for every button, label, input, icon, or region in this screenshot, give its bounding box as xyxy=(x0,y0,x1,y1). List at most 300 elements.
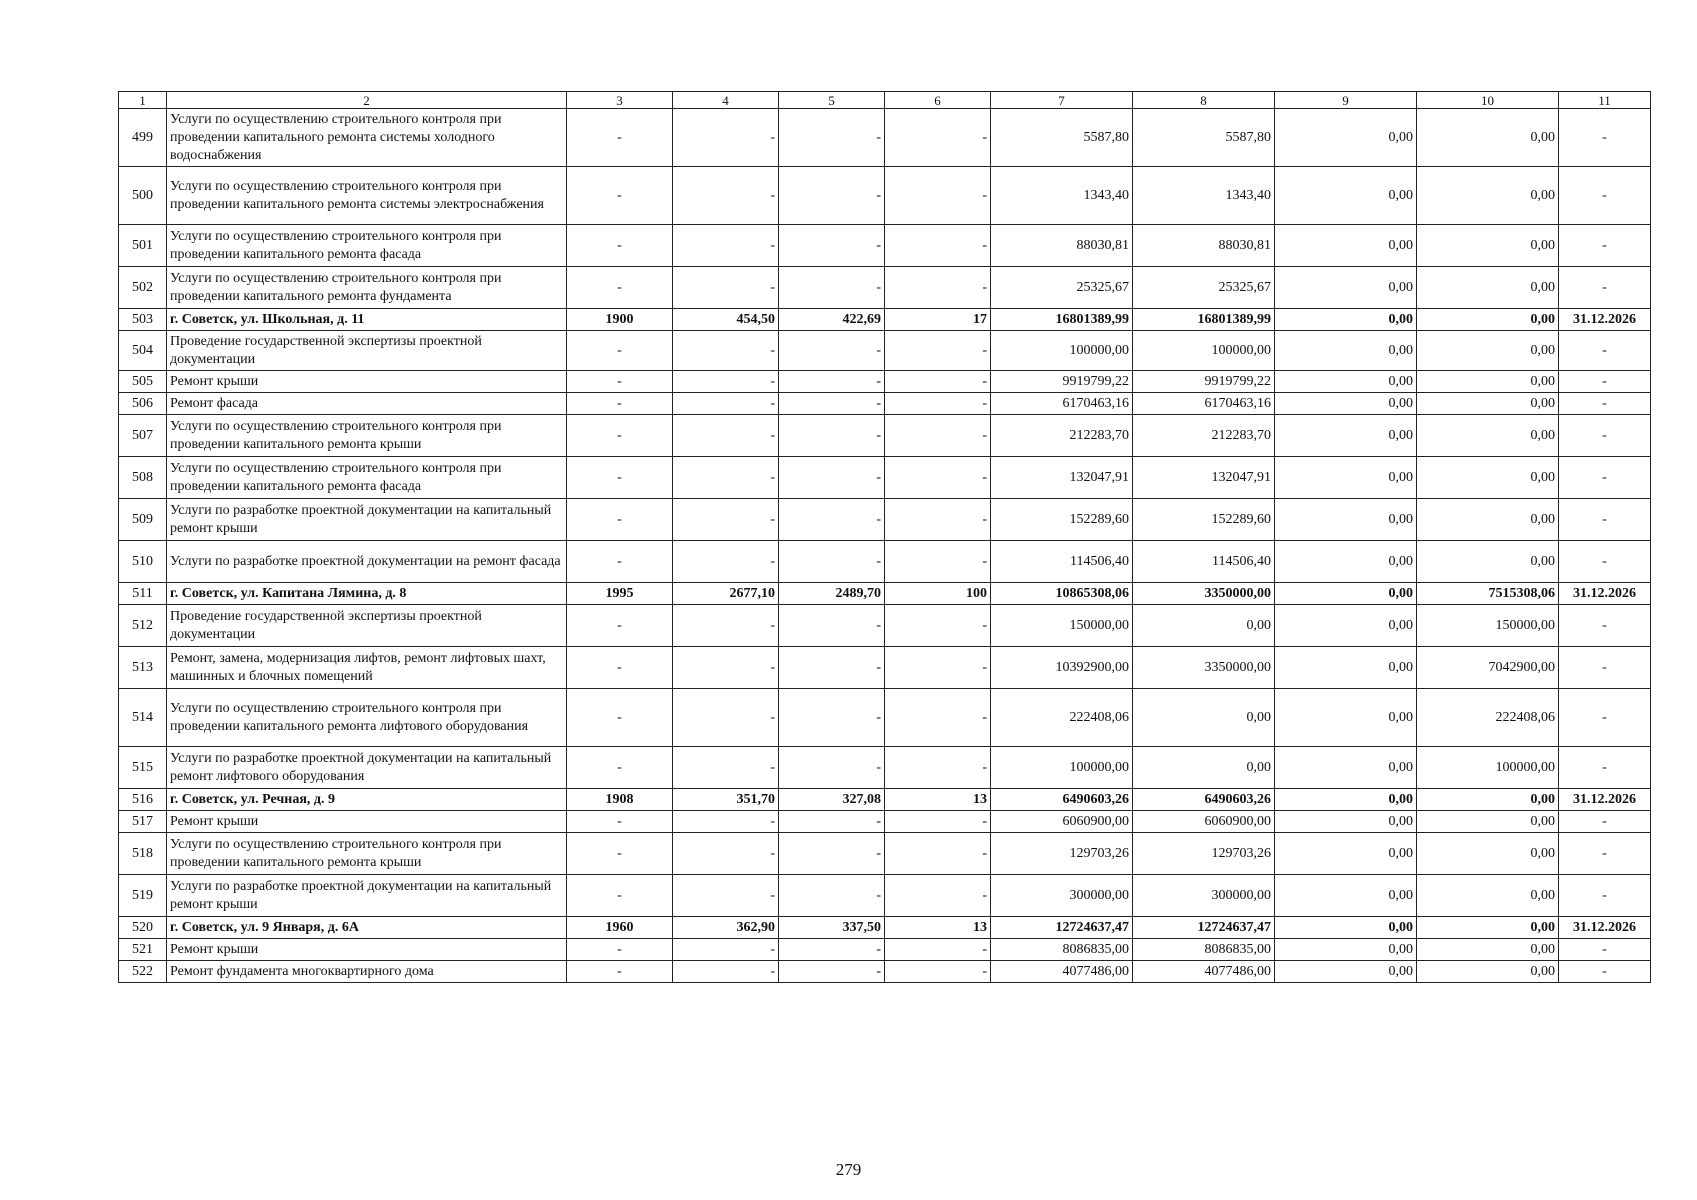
total-cost-cell: 12724637,47 xyxy=(991,917,1133,939)
total-area-cell: - xyxy=(673,939,779,961)
year-built-cell: - xyxy=(567,371,673,393)
total-cost-cell: 9919799,22 xyxy=(991,371,1133,393)
cost-column-10-cell: 0,00 xyxy=(1417,939,1559,961)
residents-count-cell: 17 xyxy=(885,309,991,331)
cost-column-9-cell: 0,00 xyxy=(1275,689,1417,747)
completion-date-cell: - xyxy=(1559,109,1651,167)
cost-column-8-cell: 9919799,22 xyxy=(1133,371,1275,393)
cost-column-10-cell: 7515308,06 xyxy=(1417,583,1559,605)
cost-column-10-cell: 0,00 xyxy=(1417,309,1559,331)
work-item-row xyxy=(119,499,1651,541)
row-name-cell: Услуги по осуществлению строительного контроля при проведении капитального ремонта системы холодного водоснабжения xyxy=(167,109,567,167)
year-built-cell: - xyxy=(567,225,673,267)
cost-column-9-cell: 0,00 xyxy=(1275,225,1417,267)
row-number-cell: 521 xyxy=(119,939,167,961)
living-area-cell: - xyxy=(779,939,885,961)
completion-date-cell: - xyxy=(1559,961,1651,983)
living-area-cell: 2489,70 xyxy=(779,583,885,605)
work-item-row xyxy=(119,331,1651,371)
year-built-cell: - xyxy=(567,747,673,789)
work-item-row xyxy=(119,833,1651,875)
living-area-cell: 337,50 xyxy=(779,917,885,939)
completion-date-cell: - xyxy=(1559,939,1651,961)
row-number-cell: 512 xyxy=(119,605,167,647)
completion-date-cell: - xyxy=(1559,689,1651,747)
row-number-cell: 501 xyxy=(119,225,167,267)
cost-column-9-cell: 0,00 xyxy=(1275,939,1417,961)
column-header: 10 xyxy=(1417,92,1559,109)
year-built-cell: - xyxy=(567,961,673,983)
year-built-cell: - xyxy=(567,833,673,875)
cost-column-10-cell: 150000,00 xyxy=(1417,605,1559,647)
residents-count-cell: - xyxy=(885,875,991,917)
column-header: 11 xyxy=(1559,92,1651,109)
row-number-cell: 507 xyxy=(119,415,167,457)
cost-column-10-cell: 0,00 xyxy=(1417,541,1559,583)
living-area-cell: - xyxy=(779,875,885,917)
cost-column-10-cell: 0,00 xyxy=(1417,811,1559,833)
work-item-row xyxy=(119,605,1651,647)
total-area-cell: - xyxy=(673,415,779,457)
total-cost-cell: 300000,00 xyxy=(991,875,1133,917)
total-cost-cell: 8086835,00 xyxy=(991,939,1133,961)
total-area-cell: 362,90 xyxy=(673,917,779,939)
work-item-row xyxy=(119,267,1651,309)
row-name-cell: г. Советск, ул. Речная, д. 9 xyxy=(167,789,567,811)
column-header: 8 xyxy=(1133,92,1275,109)
completion-date-cell: - xyxy=(1559,605,1651,647)
cost-column-10-cell: 0,00 xyxy=(1417,789,1559,811)
residents-count-cell: - xyxy=(885,457,991,499)
row-name-cell: Проведение государственной экспертизы проектной документации xyxy=(167,605,567,647)
residents-count-cell: - xyxy=(885,267,991,309)
total-area-cell: - xyxy=(673,811,779,833)
cost-column-8-cell: 114506,40 xyxy=(1133,541,1275,583)
residents-count-cell: 13 xyxy=(885,789,991,811)
work-item-row xyxy=(119,647,1651,689)
total-area-cell: - xyxy=(673,371,779,393)
total-cost-cell: 16801389,99 xyxy=(991,309,1133,331)
living-area-cell: - xyxy=(779,647,885,689)
total-cost-cell: 6060900,00 xyxy=(991,811,1133,833)
row-number-cell: 504 xyxy=(119,331,167,371)
total-cost-cell: 25325,67 xyxy=(991,267,1133,309)
completion-date-cell: - xyxy=(1559,747,1651,789)
cost-column-8-cell: 0,00 xyxy=(1133,605,1275,647)
column-header: 6 xyxy=(885,92,991,109)
year-built-cell: - xyxy=(567,811,673,833)
total-cost-cell: 114506,40 xyxy=(991,541,1133,583)
cost-column-9-cell: 0,00 xyxy=(1275,647,1417,689)
work-item-row xyxy=(119,939,1651,961)
cost-column-8-cell: 300000,00 xyxy=(1133,875,1275,917)
row-number-cell: 513 xyxy=(119,647,167,689)
living-area-cell: - xyxy=(779,393,885,415)
row-number-cell: 506 xyxy=(119,393,167,415)
cost-column-9-cell: 0,00 xyxy=(1275,167,1417,225)
work-item-row xyxy=(119,225,1651,267)
cost-column-8-cell: 1343,40 xyxy=(1133,167,1275,225)
row-number-cell: 520 xyxy=(119,917,167,939)
work-item-row xyxy=(119,109,1651,167)
total-cost-cell: 150000,00 xyxy=(991,605,1133,647)
total-area-cell: - xyxy=(673,961,779,983)
residents-count-cell: - xyxy=(885,605,991,647)
completion-date-cell: - xyxy=(1559,811,1651,833)
cost-column-9-cell: 0,00 xyxy=(1275,833,1417,875)
cost-column-9-cell: 0,00 xyxy=(1275,331,1417,371)
cost-column-8-cell: 152289,60 xyxy=(1133,499,1275,541)
cost-column-10-cell: 100000,00 xyxy=(1417,747,1559,789)
total-area-cell: - xyxy=(673,605,779,647)
total-cost-cell: 1343,40 xyxy=(991,167,1133,225)
total-area-cell: - xyxy=(673,499,779,541)
work-item-row xyxy=(119,541,1651,583)
row-name-cell: Услуги по осуществлению строительного контроля при проведении капитального ремонта крыши xyxy=(167,415,567,457)
row-number-cell: 503 xyxy=(119,309,167,331)
cost-column-9-cell: 0,00 xyxy=(1275,917,1417,939)
cost-column-9-cell: 0,00 xyxy=(1275,499,1417,541)
total-area-cell: - xyxy=(673,225,779,267)
row-name-cell: Ремонт крыши xyxy=(167,371,567,393)
row-name-cell: г. Советск, ул. Капитана Лямина, д. 8 xyxy=(167,583,567,605)
residents-count-cell: - xyxy=(885,415,991,457)
total-area-cell: - xyxy=(673,393,779,415)
building-row xyxy=(119,917,1651,939)
work-item-row xyxy=(119,747,1651,789)
row-number-cell: 500 xyxy=(119,167,167,225)
year-built-cell: - xyxy=(567,939,673,961)
total-area-cell: 454,50 xyxy=(673,309,779,331)
cost-column-8-cell: 25325,67 xyxy=(1133,267,1275,309)
residents-count-cell: - xyxy=(885,393,991,415)
cost-column-8-cell: 16801389,99 xyxy=(1133,309,1275,331)
living-area-cell: - xyxy=(779,811,885,833)
cost-column-9-cell: 0,00 xyxy=(1275,747,1417,789)
row-name-cell: Услуги по осуществлению строительного контроля при проведении капитального ремонта фасада xyxy=(167,225,567,267)
residents-count-cell: 13 xyxy=(885,917,991,939)
living-area-cell: - xyxy=(779,371,885,393)
row-number-cell: 505 xyxy=(119,371,167,393)
cost-column-9-cell: 0,00 xyxy=(1275,415,1417,457)
row-name-cell: Услуги по осуществлению строительного контроля при проведении капитального ремонта лифтового оборудования xyxy=(167,689,567,747)
total-area-cell: - xyxy=(673,747,779,789)
living-area-cell: - xyxy=(779,833,885,875)
cost-column-8-cell: 4077486,00 xyxy=(1133,961,1275,983)
cost-column-8-cell: 0,00 xyxy=(1133,747,1275,789)
living-area-cell: - xyxy=(779,605,885,647)
cost-column-10-cell: 0,00 xyxy=(1417,833,1559,875)
total-area-cell: - xyxy=(673,541,779,583)
cost-column-10-cell: 0,00 xyxy=(1417,267,1559,309)
completion-date-cell: - xyxy=(1559,393,1651,415)
total-cost-cell: 212283,70 xyxy=(991,415,1133,457)
row-name-cell: Услуги по осуществлению строительного контроля при проведении капитального ремонта фундамента xyxy=(167,267,567,309)
cost-column-9-cell: 0,00 xyxy=(1275,605,1417,647)
living-area-cell: - xyxy=(779,267,885,309)
total-area-cell: - xyxy=(673,647,779,689)
year-built-cell: - xyxy=(567,393,673,415)
cost-column-9-cell: 0,00 xyxy=(1275,789,1417,811)
living-area-cell: - xyxy=(779,689,885,747)
residents-count-cell: - xyxy=(885,647,991,689)
total-area-cell: - xyxy=(673,331,779,371)
building-row xyxy=(119,583,1651,605)
cost-column-8-cell: 5587,80 xyxy=(1133,109,1275,167)
row-number-cell: 518 xyxy=(119,833,167,875)
cost-column-9-cell: 0,00 xyxy=(1275,109,1417,167)
column-header: 4 xyxy=(673,92,779,109)
cost-column-10-cell: 0,00 xyxy=(1417,875,1559,917)
row-name-cell: Услуги по разработке проектной документации на ремонт фасада xyxy=(167,541,567,583)
work-item-row xyxy=(119,371,1651,393)
row-name-cell: Услуги по разработке проектной документации на капитальный ремонт лифтового оборудования xyxy=(167,747,567,789)
completion-date-cell: - xyxy=(1559,371,1651,393)
row-name-cell: Ремонт крыши xyxy=(167,939,567,961)
row-name-cell: г. Советск, ул. 9 Января, д. 6А xyxy=(167,917,567,939)
row-number-cell: 516 xyxy=(119,789,167,811)
cost-column-8-cell: 3350000,00 xyxy=(1133,647,1275,689)
total-area-cell: - xyxy=(673,167,779,225)
residents-count-cell: - xyxy=(885,109,991,167)
cost-column-9-cell: 0,00 xyxy=(1275,457,1417,499)
row-number-cell: 502 xyxy=(119,267,167,309)
work-item-row xyxy=(119,875,1651,917)
total-cost-cell: 10865308,06 xyxy=(991,583,1133,605)
residents-count-cell: - xyxy=(885,331,991,371)
year-built-cell: - xyxy=(567,267,673,309)
year-built-cell: - xyxy=(567,689,673,747)
work-item-row xyxy=(119,689,1651,747)
total-area-cell: - xyxy=(673,457,779,499)
living-area-cell: - xyxy=(779,541,885,583)
cost-column-9-cell: 0,00 xyxy=(1275,393,1417,415)
row-number-cell: 522 xyxy=(119,961,167,983)
cost-column-9-cell: 0,00 xyxy=(1275,541,1417,583)
total-cost-cell: 88030,81 xyxy=(991,225,1133,267)
completion-date-cell: - xyxy=(1559,833,1651,875)
completion-date-cell: 31.12.2026 xyxy=(1559,917,1651,939)
column-header: 2 xyxy=(167,92,567,109)
total-cost-cell: 6490603,26 xyxy=(991,789,1133,811)
total-area-cell: 2677,10 xyxy=(673,583,779,605)
living-area-cell: - xyxy=(779,747,885,789)
cost-column-8-cell: 212283,70 xyxy=(1133,415,1275,457)
cost-column-8-cell: 100000,00 xyxy=(1133,331,1275,371)
residents-count-cell: - xyxy=(885,225,991,267)
year-built-cell: - xyxy=(567,541,673,583)
residents-count-cell: - xyxy=(885,747,991,789)
residents-count-cell: - xyxy=(885,541,991,583)
cost-column-10-cell: 0,00 xyxy=(1417,499,1559,541)
cost-column-10-cell: 0,00 xyxy=(1417,917,1559,939)
completion-date-cell: - xyxy=(1559,457,1651,499)
cost-column-10-cell: 222408,06 xyxy=(1417,689,1559,747)
cost-column-10-cell: 0,00 xyxy=(1417,457,1559,499)
completion-date-cell: - xyxy=(1559,167,1651,225)
residents-count-cell: - xyxy=(885,961,991,983)
row-number-cell: 499 xyxy=(119,109,167,167)
cost-column-10-cell: 0,00 xyxy=(1417,167,1559,225)
column-header: 9 xyxy=(1275,92,1417,109)
work-item-row xyxy=(119,167,1651,225)
total-cost-cell: 222408,06 xyxy=(991,689,1133,747)
cost-column-8-cell: 88030,81 xyxy=(1133,225,1275,267)
cost-column-10-cell: 7042900,00 xyxy=(1417,647,1559,689)
work-item-row xyxy=(119,961,1651,983)
cost-column-8-cell: 6060900,00 xyxy=(1133,811,1275,833)
column-header: 5 xyxy=(779,92,885,109)
row-name-cell: Ремонт фундамента многоквартирного дома xyxy=(167,961,567,983)
residents-count-cell: - xyxy=(885,689,991,747)
completion-date-cell: - xyxy=(1559,541,1651,583)
cost-column-9-cell: 0,00 xyxy=(1275,811,1417,833)
row-name-cell: Ремонт крыши xyxy=(167,811,567,833)
residents-count-cell: - xyxy=(885,811,991,833)
living-area-cell: - xyxy=(779,109,885,167)
cost-column-9-cell: 0,00 xyxy=(1275,875,1417,917)
total-area-cell: - xyxy=(673,267,779,309)
cost-column-9-cell: 0,00 xyxy=(1275,309,1417,331)
cost-column-9-cell: 0,00 xyxy=(1275,961,1417,983)
cost-column-10-cell: 0,00 xyxy=(1417,109,1559,167)
completion-date-cell: 31.12.2026 xyxy=(1559,309,1651,331)
row-number-cell: 514 xyxy=(119,689,167,747)
completion-date-cell: - xyxy=(1559,267,1651,309)
total-cost-cell: 100000,00 xyxy=(991,331,1133,371)
cost-column-10-cell: 0,00 xyxy=(1417,415,1559,457)
cost-column-9-cell: 0,00 xyxy=(1275,371,1417,393)
year-built-cell: 1900 xyxy=(567,309,673,331)
cost-column-10-cell: 0,00 xyxy=(1417,225,1559,267)
cost-column-8-cell: 12724637,47 xyxy=(1133,917,1275,939)
cost-column-9-cell: 0,00 xyxy=(1275,267,1417,309)
living-area-cell: - xyxy=(779,167,885,225)
completion-date-cell: - xyxy=(1559,415,1651,457)
total-cost-cell: 132047,91 xyxy=(991,457,1133,499)
page-number: 279 xyxy=(835,1160,862,1179)
total-cost-cell: 5587,80 xyxy=(991,109,1133,167)
year-built-cell: - xyxy=(567,647,673,689)
table-body xyxy=(119,92,1651,983)
row-name-cell: Услуги по разработке проектной документации на капитальный ремонт крыши xyxy=(167,499,567,541)
living-area-cell: - xyxy=(779,499,885,541)
year-built-cell: 1995 xyxy=(567,583,673,605)
column-number-header-row xyxy=(119,92,1651,109)
total-cost-cell: 152289,60 xyxy=(991,499,1133,541)
work-item-row xyxy=(119,415,1651,457)
living-area-cell: - xyxy=(779,457,885,499)
year-built-cell: 1908 xyxy=(567,789,673,811)
cost-column-8-cell: 0,00 xyxy=(1133,689,1275,747)
year-built-cell: - xyxy=(567,415,673,457)
living-area-cell: - xyxy=(779,225,885,267)
completion-date-cell: - xyxy=(1559,647,1651,689)
cost-column-8-cell: 8086835,00 xyxy=(1133,939,1275,961)
cost-column-10-cell: 0,00 xyxy=(1417,393,1559,415)
total-cost-cell: 4077486,00 xyxy=(991,961,1133,983)
completion-date-cell: - xyxy=(1559,331,1651,371)
total-cost-cell: 6170463,16 xyxy=(991,393,1133,415)
living-area-cell: - xyxy=(779,415,885,457)
living-area-cell: - xyxy=(779,961,885,983)
row-name-cell: Услуги по осуществлению строительного контроля при проведении капитального ремонта крыши xyxy=(167,833,567,875)
cost-column-8-cell: 3350000,00 xyxy=(1133,583,1275,605)
completion-date-cell: - xyxy=(1559,875,1651,917)
column-header: 1 xyxy=(119,92,167,109)
row-number-cell: 515 xyxy=(119,747,167,789)
column-header: 3 xyxy=(567,92,673,109)
completion-date-cell: - xyxy=(1559,499,1651,541)
total-area-cell: - xyxy=(673,875,779,917)
residents-count-cell: - xyxy=(885,499,991,541)
completion-date-cell: - xyxy=(1559,225,1651,267)
total-cost-cell: 129703,26 xyxy=(991,833,1133,875)
row-number-cell: 517 xyxy=(119,811,167,833)
year-built-cell: - xyxy=(567,875,673,917)
row-number-cell: 519 xyxy=(119,875,167,917)
living-area-cell: 422,69 xyxy=(779,309,885,331)
residents-count-cell: 100 xyxy=(885,583,991,605)
work-item-row xyxy=(119,393,1651,415)
row-number-cell: 509 xyxy=(119,499,167,541)
cost-column-10-cell: 0,00 xyxy=(1417,371,1559,393)
repair-program-table xyxy=(118,91,1651,983)
building-row xyxy=(119,309,1651,331)
column-header: 7 xyxy=(991,92,1133,109)
row-number-cell: 510 xyxy=(119,541,167,583)
year-built-cell: 1960 xyxy=(567,917,673,939)
row-number-cell: 511 xyxy=(119,583,167,605)
completion-date-cell: 31.12.2026 xyxy=(1559,583,1651,605)
row-name-cell: г. Советск, ул. Школьная, д. 11 xyxy=(167,309,567,331)
living-area-cell: 327,08 xyxy=(779,789,885,811)
row-name-cell: Услуги по разработке проектной документации на капитальный ремонт крыши xyxy=(167,875,567,917)
cost-column-10-cell: 0,00 xyxy=(1417,331,1559,371)
row-name-cell: Ремонт фасада xyxy=(167,393,567,415)
work-item-row xyxy=(119,457,1651,499)
cost-column-8-cell: 132047,91 xyxy=(1133,457,1275,499)
cost-column-8-cell: 6490603,26 xyxy=(1133,789,1275,811)
residents-count-cell: - xyxy=(885,371,991,393)
cost-column-8-cell: 6170463,16 xyxy=(1133,393,1275,415)
residents-count-cell: - xyxy=(885,833,991,875)
completion-date-cell: 31.12.2026 xyxy=(1559,789,1651,811)
residents-count-cell: - xyxy=(885,939,991,961)
row-name-cell: Услуги по осуществлению строительного контроля при проведении капитального ремонта фасада xyxy=(167,457,567,499)
row-name-cell: Ремонт, замена, модернизация лифтов, ремонт лифтовых шахт, машинных и блочных помещений xyxy=(167,647,567,689)
living-area-cell: - xyxy=(779,331,885,371)
row-number-cell: 508 xyxy=(119,457,167,499)
year-built-cell: - xyxy=(567,167,673,225)
year-built-cell: - xyxy=(567,605,673,647)
cost-column-9-cell: 0,00 xyxy=(1275,583,1417,605)
total-cost-cell: 10392900,00 xyxy=(991,647,1133,689)
total-cost-cell: 100000,00 xyxy=(991,747,1133,789)
row-name-cell: Услуги по осуществлению строительного контроля при проведении капитального ремонта системы электроснабжения xyxy=(167,167,567,225)
row-name-cell: Проведение государственной экспертизы проектной документации xyxy=(167,331,567,371)
cost-column-10-cell: 0,00 xyxy=(1417,961,1559,983)
year-built-cell: - xyxy=(567,109,673,167)
year-built-cell: - xyxy=(567,499,673,541)
residents-count-cell: - xyxy=(885,167,991,225)
total-area-cell: - xyxy=(673,109,779,167)
cost-column-8-cell: 129703,26 xyxy=(1133,833,1275,875)
total-area-cell: 351,70 xyxy=(673,789,779,811)
work-item-row xyxy=(119,811,1651,833)
year-built-cell: - xyxy=(567,331,673,371)
building-row xyxy=(119,789,1651,811)
